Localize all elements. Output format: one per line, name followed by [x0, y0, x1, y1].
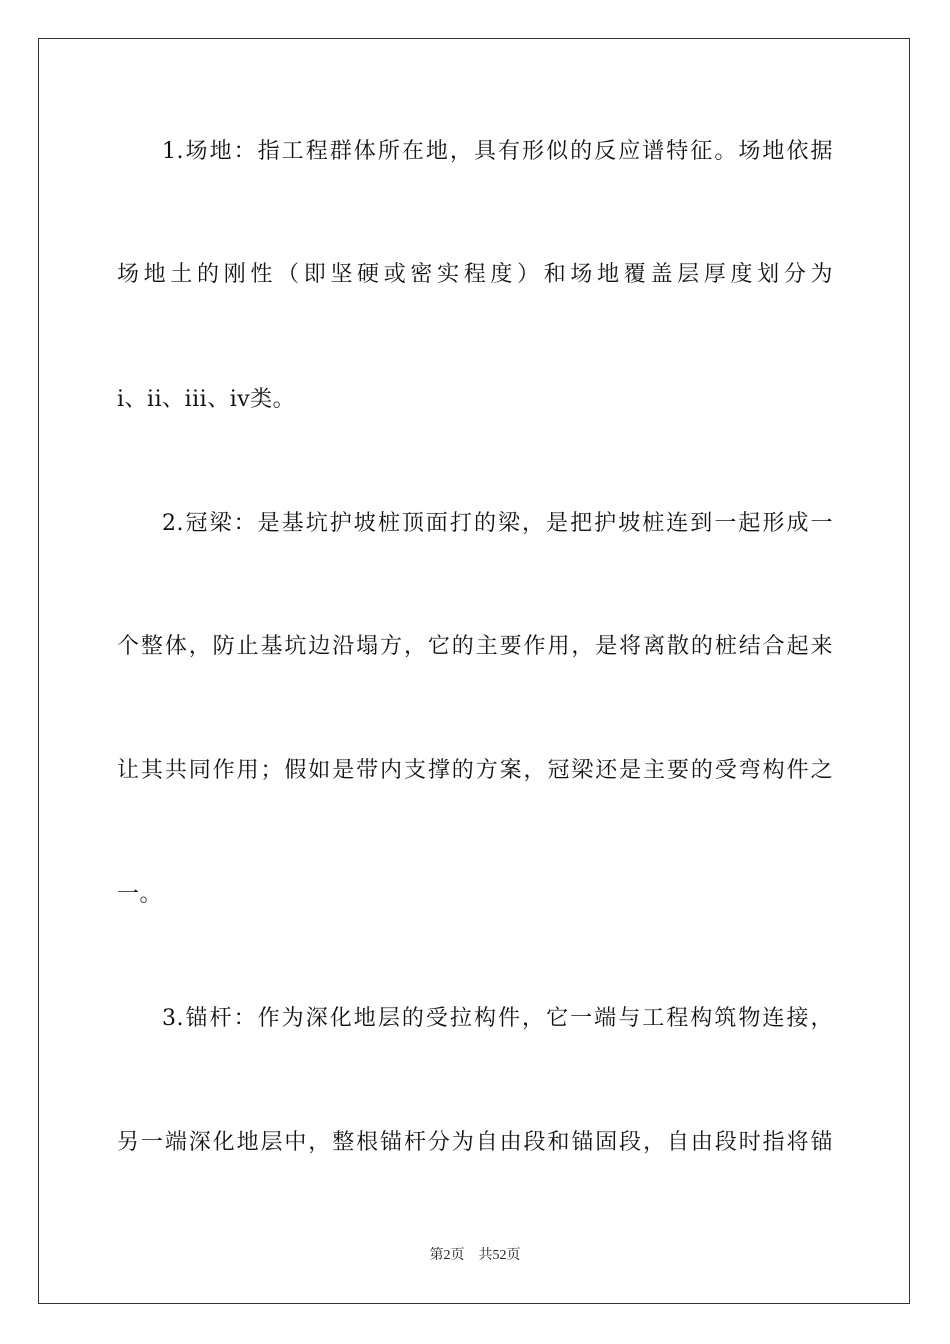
paragraph-2-line-4: 一。 [117, 882, 163, 907]
paragraph-2-line-3: 让其共同作用；假如是带内支撑的方案，冠梁还是主要的受弯构件之 [117, 758, 833, 783]
paragraph-1-line-3: i、ii、iii、iv类。 [117, 387, 296, 412]
total-pages: 共52页 [478, 1248, 521, 1263]
paragraph-1-line-1: 1.场地：指工程群体所在地，具有形似的反应谱特征。场地依据 [162, 139, 833, 164]
page-footer [0, 1247, 950, 1265]
paragraph-2-line-1: 2.冠梁：是基坑护坡桩顶面打的梁，是把护坡桩连到一起形成一 [162, 511, 833, 536]
page-number: 第2页 [429, 1248, 465, 1263]
paragraph-3-line-1: 3.锚杆：作为深化地层的受拉构件，它一端与工程构筑物连接， [162, 1006, 833, 1031]
page-border [38, 38, 910, 1304]
paragraph-3-line-2: 另一端深化地层中，整根锚杆分为自由段和锚固段，自由段时指将锚 [117, 1130, 833, 1155]
paragraph-1-line-2: 场地土的刚性（即坚硬或密实程度）和场地覆盖层厚度划分为 [117, 262, 833, 287]
paragraph-2-line-2: 个整体，防止基坑边沿塌方，它的主要作用，是将离散的桩结合起来 [117, 634, 833, 659]
